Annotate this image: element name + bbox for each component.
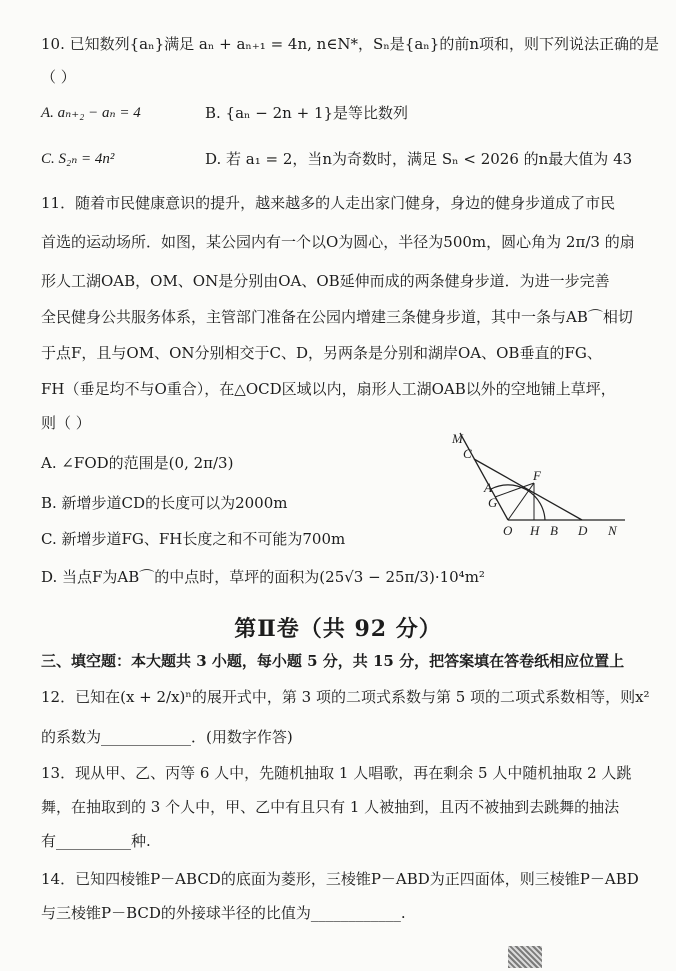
qr-fragment	[508, 946, 542, 968]
q10-option-c: C. S₂ₙ = 4n²	[41, 151, 115, 167]
section-title: 第Ⅱ卷（共 92 分）	[234, 616, 442, 642]
q10-option-b: B. {aₙ − 2n + 1}是等比数列	[205, 104, 409, 122]
q13-line-3: 有__________种.	[41, 832, 151, 850]
label-n: N	[608, 523, 617, 538]
label-c: C	[463, 446, 472, 461]
q10-option-a: A. aₙ₊₂ − aₙ = 4	[41, 105, 141, 121]
arc-ab	[491, 485, 545, 520]
label-a: A	[484, 480, 492, 495]
q11-option-c: C. 新增步道FG、FH长度之和不可能为700m	[41, 530, 346, 548]
q14-line-1: 14．已知四棱锥P－ABCD的底面为菱形，三棱锥P－ABD为正四面体，则三棱锥P－ABD	[41, 870, 639, 888]
label-d: D	[578, 523, 588, 538]
q11-line-5: 于点F，且与OM、ON分别相交于C、D，另两条是分别和湖岸OA、OB垂直的FG、	[41, 344, 602, 362]
q10-stem: 10. 已知数列{aₙ}满足 aₙ + aₙ₊₁ = 4n, n∈N*，Sₙ是{aₙ}的前n项和，则下列说法正确的是	[41, 35, 659, 53]
q11-option-a: A. ∠FOD的范围是(0, 2π/3)	[41, 454, 234, 472]
q11-line-7: 则（ ）	[41, 414, 91, 432]
label-h: H	[530, 523, 540, 538]
q10-option-d: D. 若 a₁ = 2，当n为奇数时，满足 Sₙ < 2026 的n最大值为 43	[205, 150, 633, 168]
label-g: G	[488, 495, 498, 510]
label-m: M	[452, 431, 463, 446]
q11-option-d: D. 当点F为AB⌒的中点时，草坪的面积为(25√3 − 25π/3)·10⁴m²	[41, 568, 485, 586]
label-b: B	[550, 523, 558, 538]
q11-line-1: 11．随着市民健康意识的提升，越来越多的人走出家门健身，身边的健身步道成了市民	[41, 194, 616, 212]
sector-figure	[440, 425, 640, 540]
segment-of	[508, 483, 534, 520]
q13-line-1: 13．现从甲、乙、丙等 6 人中，先随机抽取 1 人唱歌，再在剩余 5 人中随机抽取 2 人跳	[41, 764, 632, 782]
label-o: O	[503, 523, 513, 538]
q11-line-4: 全民健身公共服务体系，主管部门准备在公园内增建三条健身步道，其中一条与AB⌒相切	[41, 308, 633, 326]
q12-line-1: 12．已知在(x + 2/x)ⁿ的展开式中，第 3 项的二项式系数与第 5 项的二项式系数相等，则x²	[41, 688, 650, 706]
q11-line-3: 形人工湖OAB，OM、ON是分别由OA、OB延伸而成的两条健身步道．为进一步完善	[41, 272, 610, 290]
label-f: F	[533, 468, 541, 483]
fill-in-section-header: 三、填空题：本大题共 3 小题，每小题 5 分，共 15 分，把答案填在答卷纸相应位置上	[41, 652, 625, 670]
q11-line-2: 首选的运动场所．如图，某公园内有一个以O为圆心，半径为500m，圆心角为 2π/3 的扇	[41, 233, 635, 251]
q11-option-b: B. 新增步道CD的长度可以为2000m	[41, 494, 288, 512]
q11-line-6: FH（垂足均不与O重合），在△OCD区域以内，扇形人工湖OAB以外的空地铺上草坪，	[41, 380, 616, 398]
q13-line-2: 舞，在抽取到的 3 个人中，甲、乙中有且只有 1 人被抽到，且丙不被抽到去跳舞的抽法	[41, 798, 620, 816]
q12-line-2: 的系数为____________．(用数字作答)	[41, 728, 293, 746]
q10-paren: （ ）	[41, 68, 76, 86]
q14-line-2: 与三棱锥P－BCD的外接球半径的比值为____________.	[41, 904, 406, 922]
